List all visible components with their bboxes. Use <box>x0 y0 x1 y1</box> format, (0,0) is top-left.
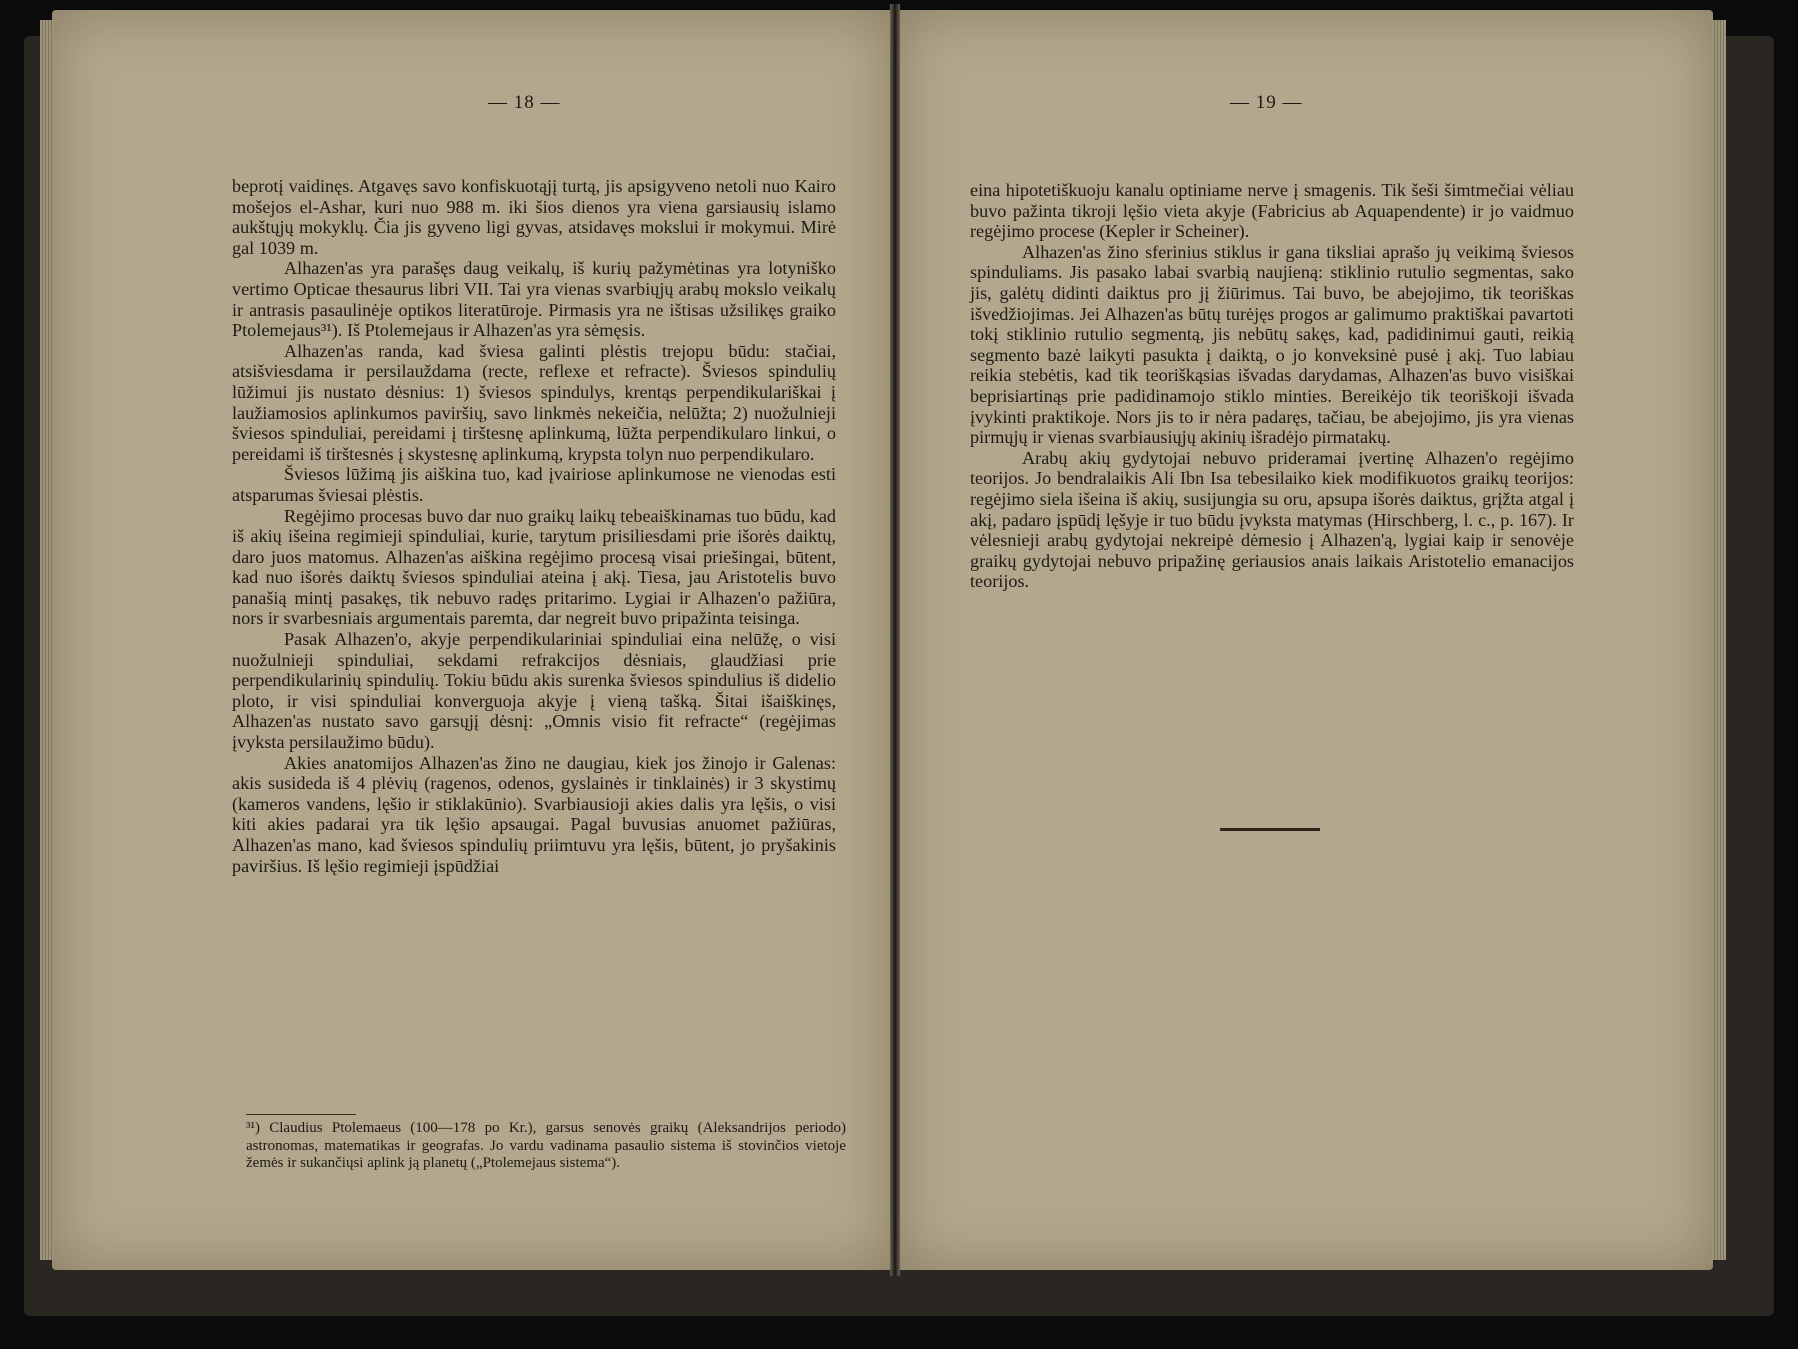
paragraph: Regėjimo procesas buvo dar nuo graikų laikų tebeaiškinamas tuo būdu, kad iš akių išeina regimieji spinduliai, kurie, tarytum prisiliesdami prie išorės daiktų, daro juos matomus. Alhazen'as aiškina regėjimo procesą visai priešingai, būtent, kad nuo išorės daiktų šviesos spinduliai ateina į akį. Tiesa, jau Aristotelis buvo panašią mintį pasakęs, tik nebuvo radęs pritarimo. Lygiai ir Alhazen'o pažiūra, nors ir svarbesniais argumentais paremta, dar negreit buvo pripažinta teisinga. <box>232 505 836 629</box>
paragraph: beprotį vaidinęs. Atgavęs savo konfiskuotąjį turtą, jis apsigyveno netoli nuo Kairo mošejos el-Ashar, kuri nuo 988 m. iki šios dienos yra viena garsiausių islamo aukštųjų mokyklų. Čia jis gyveno ligi gyvas, atsidavęs mokslui ir mokymui. Mirė gal 1039 m. <box>232 176 836 258</box>
paragraph: Šviesos lūžimą jis aiškina tuo, kad įvairiose aplinkumose ne vienodas esti atsparumas šviesai plėstis. <box>232 464 836 505</box>
paragraph: eina hipotetiškuoju kanalu optiniame nerve į smagenis. Tik šeši šimtmečiai vėliau buvo pažinta tikroji lęšio vieta akyje (Fabricius ab Aquapendente) ir jo vaidmuo regėjimo procese (Kepler ir Scheiner). <box>970 180 1574 242</box>
right-page-body <box>970 180 1574 592</box>
footnote: ³¹) Claudius Ptolemaeus (100—178 po Kr.), garsus senovės graikų (Aleksandrijos periodo) astronomas, matematikas ir geografas. Jo vardu vadinama pasaulio sistema iš stovinčios vietoje žemės ir sukančiųsi aplink ją planetų („Ptolemejaus sistema“). <box>246 1120 846 1171</box>
end-rule <box>1220 828 1320 831</box>
paragraph: Pasak Alhazen'o, akyje perpendikulariniai spinduliai eina nelūžę, o visi nuožulnieji spinduliai, sekdami refrakcijos dėsniais, glaudžiasi prie perpendikularinių spindulių. Tokiu būdu akis surenka šviesos spindulius iš didelio ploto, ir visi spinduliai konverguoja akyje į vieną tašką. Šitai išaiškinęs, Alhazen'as nustato savo garsųjį dėsnį: „Omnis visio fit refracte“ (regėjimas įvyksta persilaužimo būdu). <box>232 629 836 753</box>
left-page-body <box>232 176 836 876</box>
paragraph: Akies anatomijos Alhazen'as žino ne daugiau, kiek jos žinojo ir Galenas: akis susideda iš 4 plėvių (ragenos, odenos, gyslainės ir tinklainės) ir 3 skystimų (kameros vandens, lęšio ir stiklakūnio). Svarbiausioji akies dalis yra lęšis, o visi kiti akies padarai yra tik lęšio apsaugai. Pagal buvusias anuomet pažiūras, Alhazen'as mano, kad šviesos spindulių priimtuvu yra lęšis, būtent, jo pryšakinis paviršius. Iš lęšio regimieji įspūdžiai <box>232 752 836 876</box>
paragraph: Alhazen'as randa, kad šviesa galinti plėstis trejopu būdu: stačiai, atsišviesdama ir persilauždama (recte, reflexe et refracte). Šviesos spindulių lūžimui jis nustato dėsnius: 1) šviesos spindulys, krentąs perpendikulariškai į laužiamosios aplinkumos paviršių, savo linkmės nekeičia, nelūžta; 2) nuožulnieji šviesos spinduliai, pereidami į tirštesnę aplinkumą, lūžta perpendikularo linkui, o pereidami iš tirštesnės į skystesnę aplinkumą, krypsta tolyn nuo perpendikularo. <box>232 340 836 464</box>
left-page-number: — 18 — <box>488 92 561 113</box>
left-page-edges <box>40 20 54 1260</box>
right-page-number: — 19 — <box>1230 92 1303 113</box>
footnote-rule <box>246 1114 356 1115</box>
paragraph: Alhazen'as žino sferinius stiklus ir gana tiksliai aprašo jų veikimą šviesos spinduliams. Jis pasako labai svarbią naujieną: stiklinio rutulio segmentas, sako jis, galėtų didinti daiktus pro jį žiūrimus. Tai buvo, be abejojimo, tik teoriškas išvedžiojimas. Jei Alhazen'as būtų turėjęs progos ar galimumo praktiškai pavartoti tokį stiklinio rutulio segmentą, jis nebūtų sakęs, kad, padidinimui gauti, reikią segmento bazė laikyti pasukta į daiktą, o jo konveksinė pusė į akį. Tuo labiau reikia stebėtis, kad tik teoriškąsias išvadas darydamas, Alhazen'as buvo visiškai beprisiartinąs prie padidinamojo stiklo minties. Bereikėjo tik teoriškoji išvada įvykinti praktikoje. Nors jis to ir nėra padaręs, tačiau, be abejojimo, jis yra vienas pirmųjų ir vienas svarbiausiųjų akinių išradėjo pirmatakų. <box>970 241 1574 448</box>
book-gutter <box>890 4 900 1276</box>
paragraph: Arabų akių gydytojai nebuvo prideramai įvertinę Alhazen'o regėjimo teorijos. Jo bendralaikis Ali Ibn Isa tebesilaiko kiek modifikuotos graikų teorijos: regėjimo siela išeina iš akių, susijungia su oru, apsupa išorės daiktus, grįžta atgal į akį, padaro įspūdį lęšyje ir tuo būdu įvyksta matymas (Hirschberg, l. c., p. 167). Ir vėlesnieji arabų gydytojai nekreipė dėmesio į Alhazen'ą, lygiai kaip ir senovėje graikų gydytojai nebuvo pripažinę geriausios anais laikais Aristotelio emanacijos teorijos. <box>970 447 1574 592</box>
right-page-edges <box>1712 20 1726 1260</box>
paragraph: Alhazen'as yra parašęs daug veikalų, iš kurių pažymėtinas yra lotyniško vertimo Opticae thesaurus libri VII. Tai yra vienas svarbiųjų arabų mokslo veikalų ir antrasis pasaulinėje optikos literatūroje. Pirmasis yra ne ištisas užsilikęs graiko Ptolemejaus³¹). Iš Ptolemejaus ir Alhazen'as yra sėmęsis. <box>232 258 836 341</box>
